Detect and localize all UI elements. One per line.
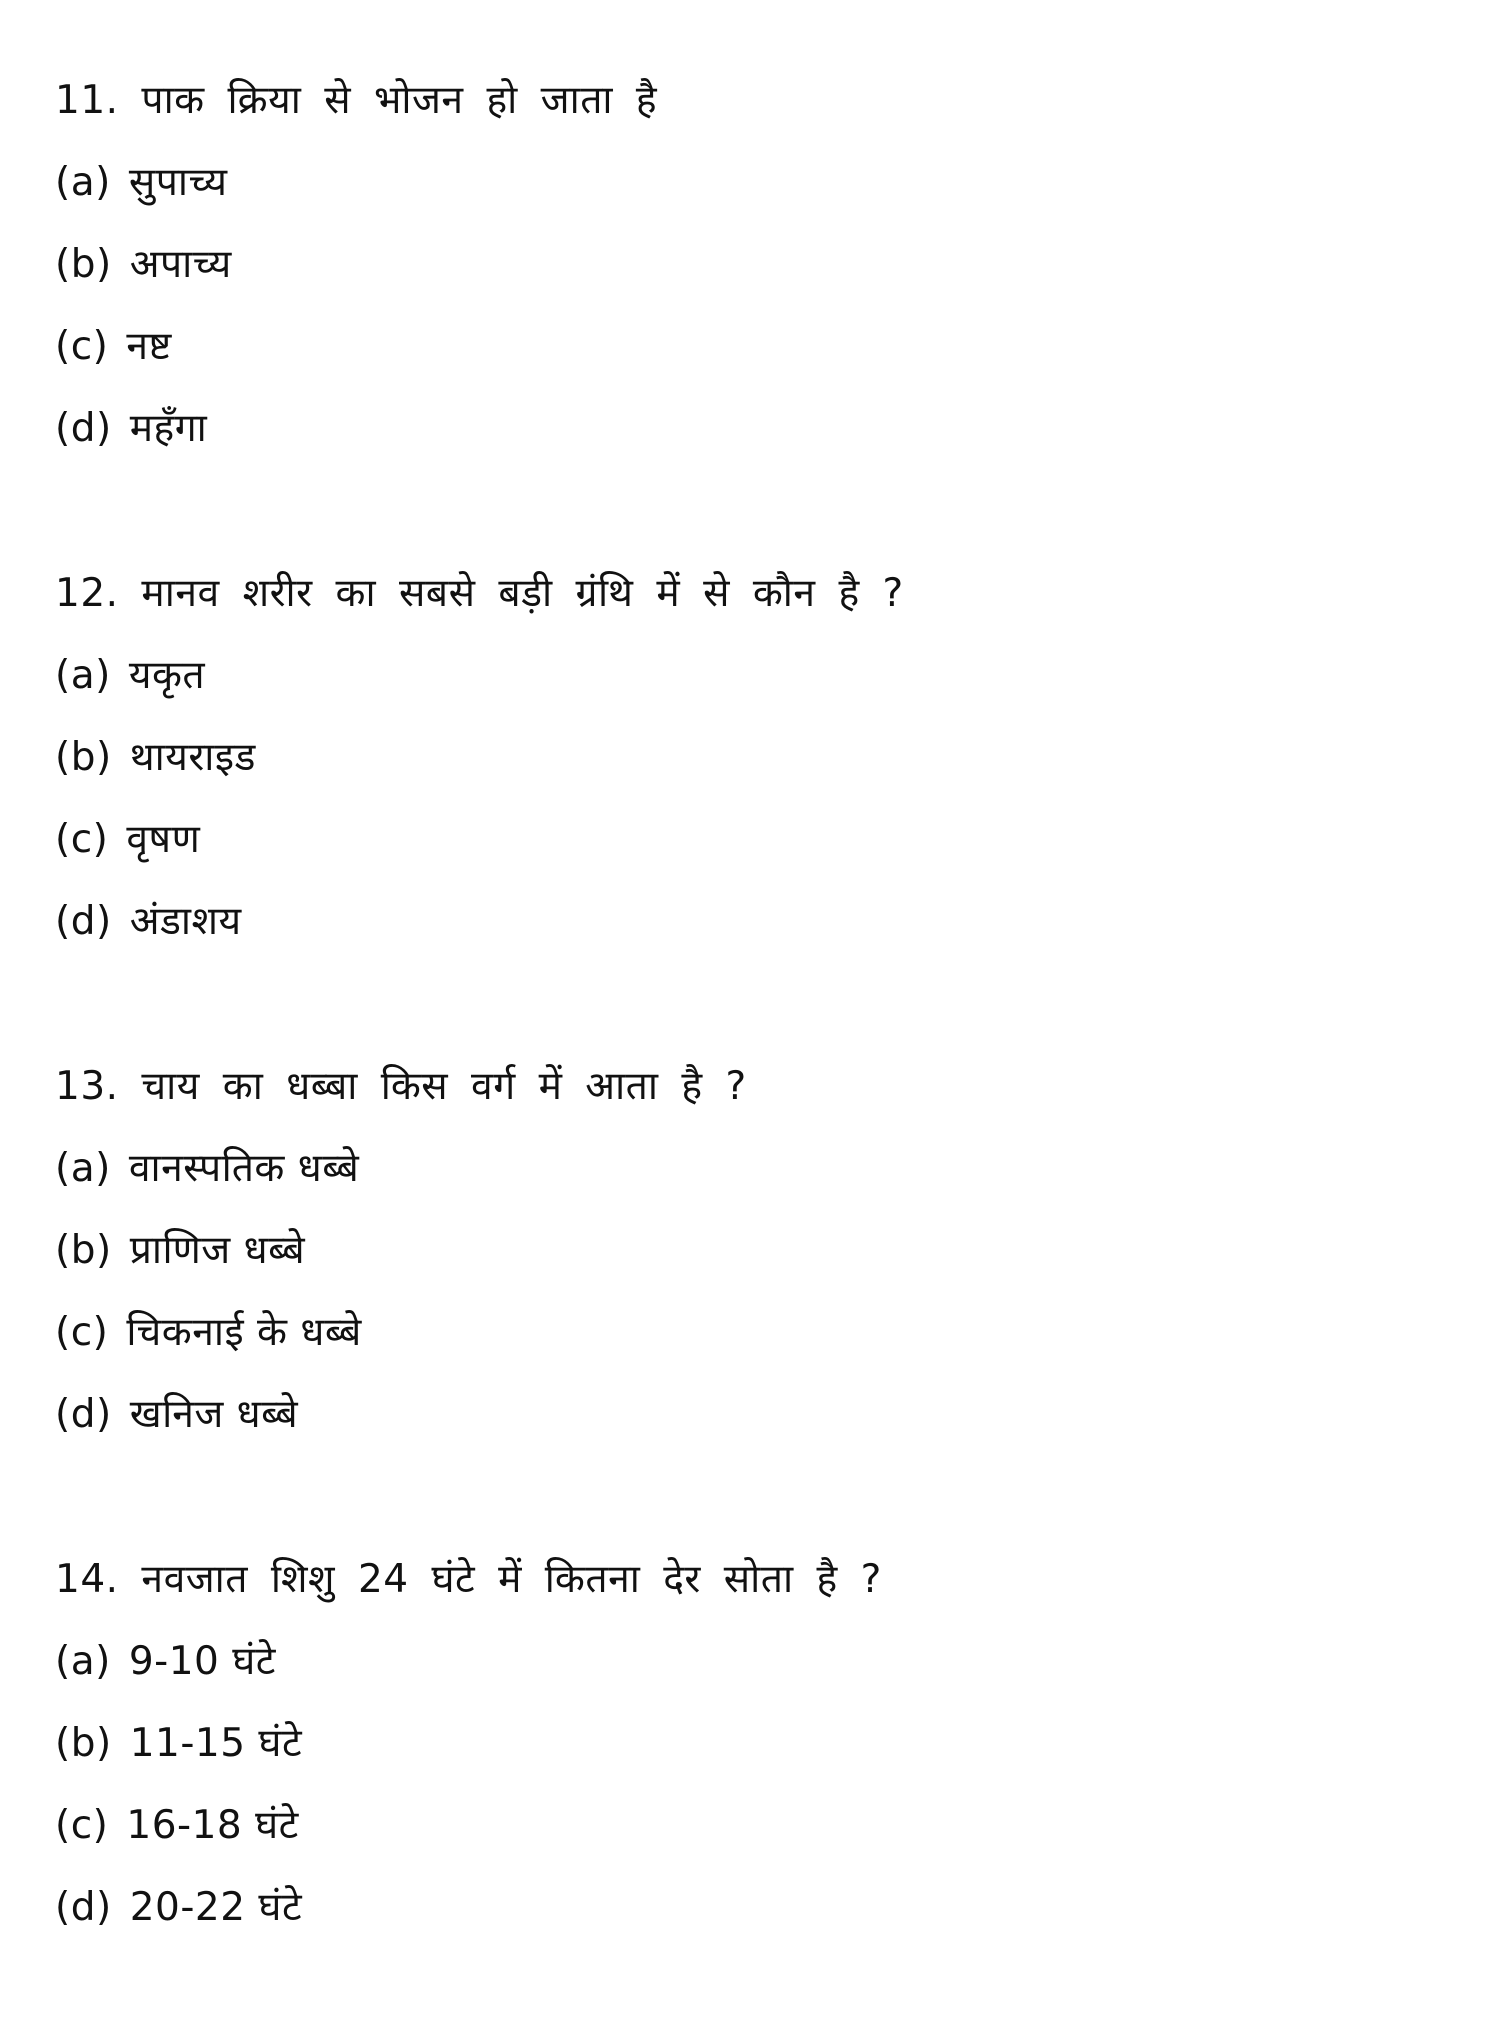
question-text: 11. पाक क्रिया से भोजन हो जाता है (55, 78, 658, 123)
option-d (55, 1867, 1435, 1949)
option-text: 20-22 घंटे (129, 1885, 303, 1930)
option-text: प्राणिज धब्बे (129, 1228, 306, 1273)
option-b (55, 717, 1435, 799)
option-text: वृषण (126, 817, 201, 862)
option-c (55, 1785, 1435, 1867)
option-text: अपाच्य (129, 242, 232, 287)
question-13 (55, 1046, 1435, 1456)
option-text: थायराइड (129, 735, 256, 780)
option-text: चिकनाई के धब्बे (126, 1310, 362, 1355)
option-letter: (a) (55, 1639, 111, 1684)
option-letter: (b) (55, 1228, 112, 1273)
option-letter: (a) (55, 160, 111, 205)
option-text: वानस्पतिक धब्बे (128, 1146, 360, 1191)
option-d (55, 388, 1435, 470)
option-text: 9-10 घंटे (128, 1639, 276, 1684)
option-letter: (b) (55, 735, 112, 780)
option-text: अंडाशय (129, 899, 242, 944)
option-text: नष्ट (126, 324, 172, 369)
option-letter: (d) (55, 899, 112, 944)
option-a (55, 1128, 1435, 1210)
question-12 (55, 553, 1435, 963)
option-c (55, 1292, 1435, 1374)
question-text: 14. नवजात शिशु 24 घंटे में कितना देर सोता है ? (55, 1557, 882, 1602)
option-letter: (d) (55, 1885, 112, 1930)
option-text: खनिज धब्बे (129, 1392, 299, 1437)
option-letter: (b) (55, 1721, 112, 1766)
option-c (55, 306, 1435, 388)
option-letter: (b) (55, 242, 112, 287)
option-b (55, 1703, 1435, 1785)
option-letter: (d) (55, 1392, 112, 1437)
question-text: 12. मानव शरीर का सबसे बड़ी ग्रंथि में से कौन है ? (55, 571, 904, 616)
option-d (55, 1374, 1435, 1456)
question-11 (55, 60, 1435, 470)
option-text: सुपाच्य (128, 160, 228, 205)
option-text: महँगा (129, 406, 208, 451)
option-a (55, 142, 1435, 224)
option-letter: (a) (55, 653, 111, 698)
option-letter: (a) (55, 1146, 111, 1191)
option-c (55, 799, 1435, 881)
option-b (55, 224, 1435, 306)
option-letter: (c) (55, 1803, 109, 1848)
option-a (55, 635, 1435, 717)
option-letter: (c) (55, 1310, 109, 1355)
option-text: यकृत (128, 653, 206, 698)
option-letter: (d) (55, 406, 112, 451)
option-letter: (c) (55, 324, 109, 369)
option-text: 11-15 घंटे (129, 1721, 303, 1766)
option-d (55, 881, 1435, 963)
question-text: 13. चाय का धब्बा किस वर्ग में आता है ? (55, 1064, 747, 1109)
option-b (55, 1210, 1435, 1292)
option-letter: (c) (55, 817, 109, 862)
option-a (55, 1621, 1435, 1703)
question-14 (55, 1539, 1435, 1949)
option-text: 16-18 घंटे (126, 1803, 299, 1848)
